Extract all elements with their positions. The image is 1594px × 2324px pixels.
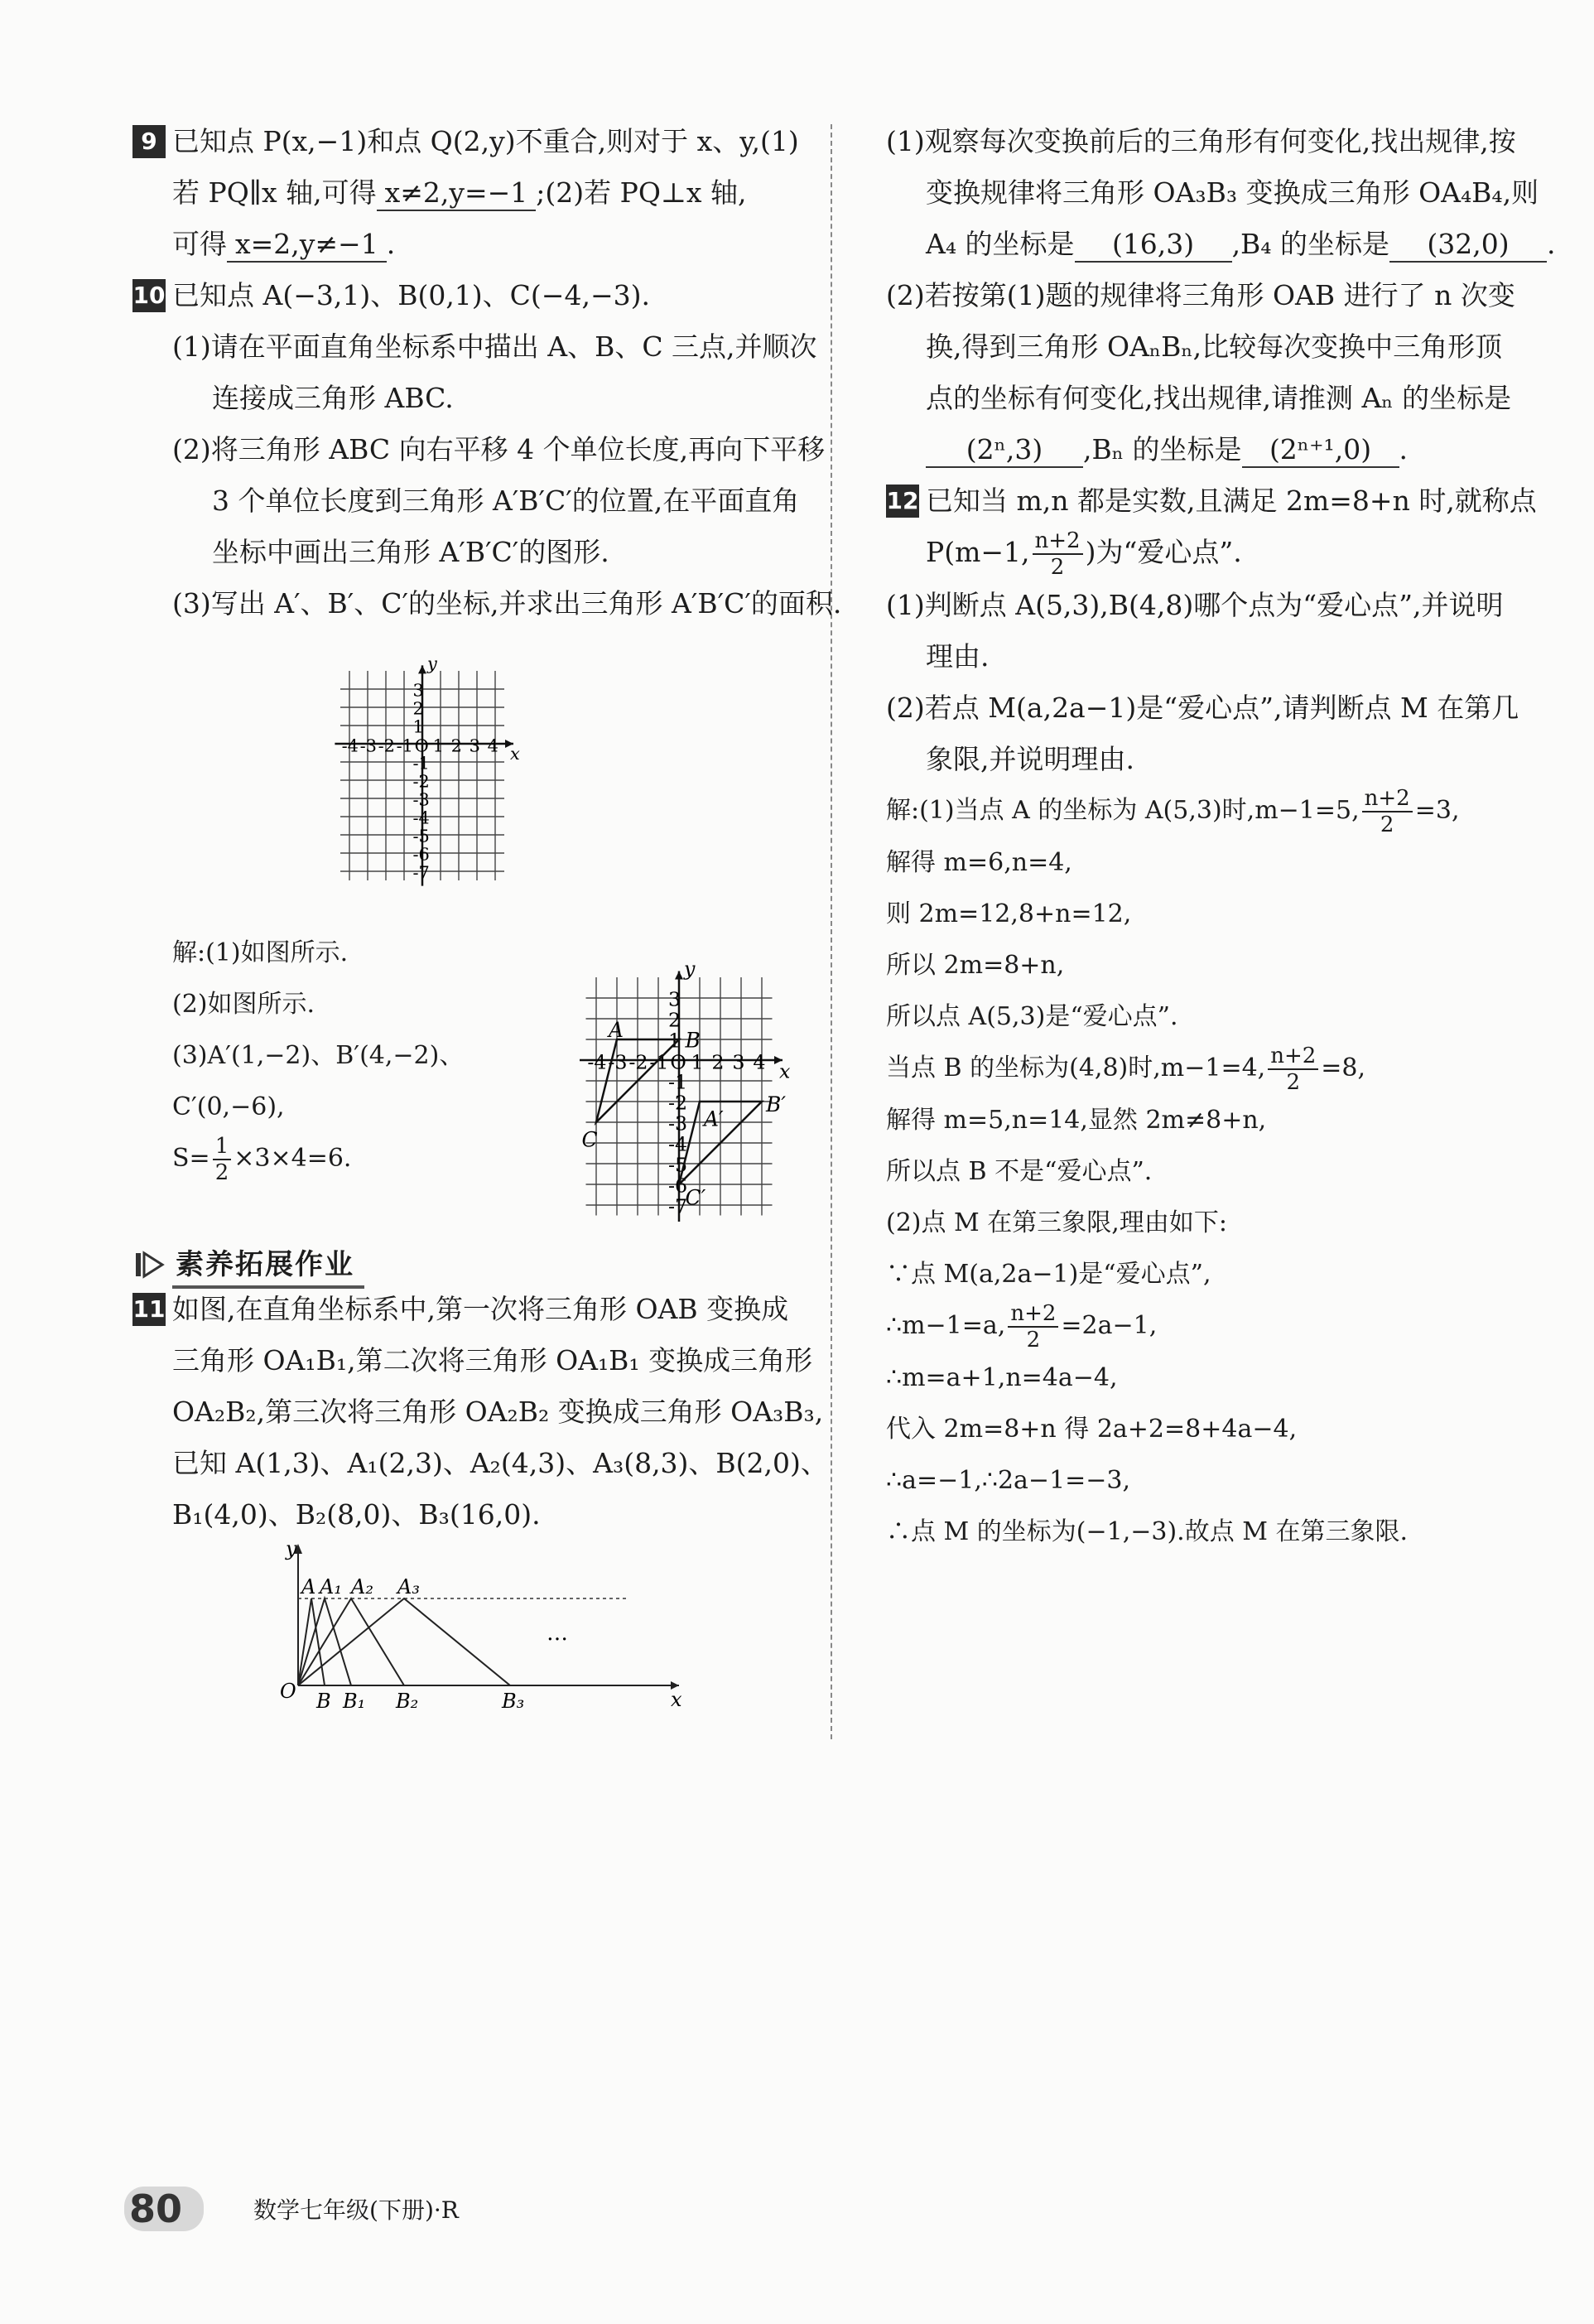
question-text: . bbox=[1547, 228, 1556, 260]
y-tick-label: 3 bbox=[412, 680, 424, 701]
question-part: (1)请在平面直角坐标系中描出 A、B、C 三点,并顺次 bbox=[172, 330, 817, 363]
question-text: 已知当 m,n 都是实数,且满足 2m=8+n 时,就称点 bbox=[926, 485, 1537, 517]
question-number: 9 bbox=[132, 125, 166, 158]
denominator: 2 bbox=[1286, 1070, 1301, 1095]
right-column bbox=[886, 116, 1556, 1558]
solution-line: =2a−1, bbox=[1061, 1311, 1158, 1340]
y-tick-label: -5 bbox=[667, 1153, 688, 1177]
question-text: 若 PQ∥x 轴,可得 bbox=[172, 176, 377, 209]
question-part: 理由. bbox=[926, 640, 990, 673]
y-tick-label: -1 bbox=[412, 753, 430, 774]
question-text: ,B₄ 的坐标是 bbox=[1231, 228, 1390, 260]
answer-blank: (16,3) bbox=[1075, 228, 1232, 263]
x-tick-label: -2 bbox=[378, 735, 395, 756]
x-tick-label: -3 bbox=[359, 735, 377, 756]
fraction bbox=[213, 1134, 232, 1185]
question-text: 已知 A(1,3)、A₁(2,3)、A₂(4,3)、A₃(8,3)、B(2,0)、 bbox=[172, 1447, 828, 1479]
denominator: 2 bbox=[214, 1160, 229, 1185]
question-part: 坐标中画出三角形 A′B′C′的图形. bbox=[212, 536, 609, 568]
question-text: 已知点 P(x,−1)和点 Q(2,y)不重合,则对于 x、y,(1) bbox=[172, 125, 799, 157]
x-tick-label: O bbox=[670, 1050, 686, 1074]
answer-blank: (32,0) bbox=[1389, 228, 1547, 263]
point-label: A′ bbox=[704, 1107, 724, 1131]
x-tick-label: 2 bbox=[450, 735, 462, 756]
y-tick-label: -4 bbox=[667, 1132, 688, 1156]
y-arrow bbox=[675, 972, 683, 980]
question-text: 已知点 A(−3,1)、B(0,1)、C(−4,−3). bbox=[172, 279, 650, 311]
y-axis-label: y bbox=[427, 653, 437, 673]
fraction bbox=[1033, 528, 1083, 580]
question-9 bbox=[132, 116, 820, 270]
solution-line: 所以点 A(5,3)是“爱心点”. bbox=[886, 1002, 1178, 1031]
section-header bbox=[132, 1240, 364, 1289]
fraction bbox=[1362, 786, 1413, 837]
solution-line: 解:(1)如图所示. bbox=[172, 938, 349, 967]
continuation-dots: … bbox=[547, 1621, 568, 1646]
question-part: 3 个单位长度到三角形 A′B′C′的位置,在平面直角 bbox=[212, 485, 800, 517]
solution-line: ∴m−1=a, bbox=[886, 1311, 1006, 1340]
solution-line: (2)点 M 在第三象限,理由如下: bbox=[886, 1208, 1227, 1237]
question-part: 象限,并说明理由. bbox=[926, 743, 1134, 775]
x-tick-label: -1 bbox=[396, 735, 413, 756]
x-tick-label: 1 bbox=[432, 735, 444, 756]
book-title: 数学七年级(下册)·R bbox=[253, 2196, 459, 2224]
denominator: 2 bbox=[1026, 1328, 1041, 1352]
y-tick-label: -7 bbox=[667, 1194, 688, 1218]
solution-line: 解得 m=6,n=4, bbox=[886, 848, 1072, 877]
answer-blank: (2ⁿ⁺¹,0) bbox=[1242, 433, 1399, 468]
answer-blank: x≠2,y=−1 bbox=[377, 176, 537, 211]
solution-line: ∴a=−1,∴2a−1=−3, bbox=[886, 1466, 1131, 1495]
y-label: y bbox=[286, 1537, 297, 1560]
question-text: . bbox=[1399, 433, 1409, 465]
column-divider bbox=[831, 124, 832, 1739]
x-axis-label: x bbox=[779, 1059, 791, 1083]
y-tick-label: -5 bbox=[412, 826, 430, 846]
y-tick-label: -1 bbox=[667, 1070, 688, 1094]
label-b2: B₂ bbox=[396, 1690, 419, 1713]
question-part: (2)将三角形 ABC 向右平移 4 个单位长度,再向下平移 bbox=[172, 433, 826, 465]
question-11-parts bbox=[886, 116, 1556, 475]
question-11 bbox=[132, 1284, 828, 1540]
y-tick-label: -2 bbox=[412, 771, 430, 792]
solution-line: 则 2m=12,8+n=12, bbox=[886, 899, 1132, 928]
y-tick-label: -2 bbox=[667, 1091, 688, 1115]
question-number: 12 bbox=[886, 485, 919, 518]
solution-line: 当点 B 的坐标为(4,8)时,m−1=4, bbox=[886, 1054, 1266, 1082]
answer-blank: x=2,y≠−1 bbox=[227, 228, 387, 263]
point-label: C bbox=[581, 1127, 598, 1152]
y-tick-label: -6 bbox=[412, 844, 430, 865]
blank-coordinate-grid bbox=[315, 653, 538, 928]
section-title: 素养拓展作业 bbox=[172, 1240, 364, 1289]
solution-line: C′(0,−6), bbox=[172, 1092, 285, 1121]
point-label: A bbox=[609, 1018, 624, 1043]
question-part: (3)写出 A′、B′、C′的坐标,并求出三角形 A′B′C′的面积. bbox=[172, 587, 842, 620]
question-part: 连接成三角形 ABC. bbox=[212, 382, 454, 414]
question-part: 换,得到三角形 OAₙBₙ,比较每次变换中三角形顶 bbox=[926, 330, 1503, 363]
y-tick-label: -3 bbox=[412, 789, 430, 810]
x-tick-label: 3 bbox=[732, 1050, 745, 1074]
solution-line: ∴点 M 的坐标为(−1,−3).故点 M 在第三象限. bbox=[886, 1517, 1409, 1546]
question-number: 10 bbox=[132, 279, 166, 312]
question-text: 三角形 OA₁B₁,第二次将三角形 OA₁B₁ 变换成三角形 bbox=[172, 1344, 813, 1377]
answer-coordinate-grid bbox=[559, 957, 824, 1267]
solution-line: (3)A′(1,−2)、B′(4,−2)、 bbox=[172, 1041, 465, 1070]
question-part: (1)观察每次变换前后的三角形有何变化,找出规律,按 bbox=[886, 125, 1516, 157]
y-tick-label: -4 bbox=[412, 808, 430, 828]
solution-line: S= bbox=[172, 1144, 210, 1173]
fraction bbox=[1268, 1044, 1318, 1095]
y-tick-label: -6 bbox=[667, 1174, 688, 1198]
y-tick-label: 1 bbox=[667, 1029, 681, 1053]
solution-line: ×3×4=6. bbox=[234, 1144, 352, 1173]
numerator: n+2 bbox=[1008, 1301, 1058, 1328]
question-text: P(m−1, bbox=[926, 536, 1030, 568]
x-tick-label: 2 bbox=[711, 1050, 725, 1074]
denominator: 2 bbox=[1050, 555, 1065, 580]
x-tick-label: 3 bbox=[469, 735, 480, 756]
x-tick-label: O bbox=[414, 735, 429, 756]
point-label: B′ bbox=[766, 1092, 786, 1117]
y-tick-label: 2 bbox=[667, 1008, 681, 1032]
y-tick-label: 1 bbox=[412, 716, 424, 737]
label-a1: A₁ bbox=[320, 1575, 342, 1598]
x-tick-label: 1 bbox=[691, 1050, 704, 1074]
y-tick-label: 3 bbox=[667, 987, 681, 1011]
origin-label: O bbox=[280, 1680, 296, 1703]
answer-blank: (2ⁿ,3) bbox=[926, 433, 1083, 468]
y-tick-label: 2 bbox=[412, 698, 424, 719]
label-a3: A₃ bbox=[397, 1575, 420, 1598]
label-b3: B₃ bbox=[502, 1690, 525, 1713]
solution-line: =3, bbox=[1414, 796, 1460, 825]
numerator: n+2 bbox=[1362, 786, 1413, 812]
x-axis-label: x bbox=[510, 743, 520, 764]
x-tick-label: 4 bbox=[753, 1050, 766, 1074]
question-12 bbox=[886, 475, 1548, 1558]
x-tick-label: -1 bbox=[649, 1050, 669, 1074]
question-text: A₄ 的坐标是 bbox=[926, 228, 1075, 260]
question-10 bbox=[132, 270, 842, 629]
arrow-icon bbox=[132, 1248, 166, 1281]
label-b: B bbox=[316, 1690, 331, 1713]
solution-line: =8, bbox=[1321, 1054, 1366, 1082]
triangle-oa3b3 bbox=[298, 1598, 510, 1685]
q12-solution bbox=[886, 785, 1548, 1558]
question-text: ,Bₙ 的坐标是 bbox=[1083, 433, 1242, 465]
fraction bbox=[1008, 1301, 1058, 1352]
numerator: n+2 bbox=[1268, 1044, 1318, 1070]
x-tick-label: -4 bbox=[341, 735, 359, 756]
point-label: B bbox=[685, 1028, 701, 1053]
question-text: 如图,在直角坐标系中,第一次将三角形 OAB 变换成 bbox=[172, 1293, 789, 1325]
x-tick-label: -2 bbox=[628, 1050, 648, 1074]
y-axis-label: y bbox=[684, 957, 696, 981]
label-b1: B₁ bbox=[343, 1690, 366, 1713]
solution-line: ∵点 M(a,2a−1)是“爱心点”, bbox=[886, 1260, 1211, 1289]
solution-line: 解:(1)当点 A 的坐标为 A(5,3)时,m−1=5, bbox=[886, 796, 1360, 825]
page-number: 80 bbox=[124, 2187, 204, 2231]
x-label: x bbox=[671, 1688, 682, 1711]
page-footer bbox=[124, 2187, 459, 2231]
question-part: (2)若点 M(a,2a−1)是“爱心点”,请判断点 M 在第几 bbox=[886, 692, 1519, 724]
solution-line: 解得 m=5,n=14,显然 2m≠8+n, bbox=[886, 1106, 1267, 1135]
solution-line: 所以 2m=8+n, bbox=[886, 951, 1065, 980]
solution-line: 代入 2m=8+n 得 2a+2=8+4a−4, bbox=[886, 1415, 1298, 1444]
question-text: B₁(4,0)、B₂(8,0)、B₃(16,0). bbox=[172, 1498, 541, 1531]
question-part: 变换规律将三角形 OA₃B₃ 变换成三角形 OA₄B₄,则 bbox=[926, 176, 1539, 209]
question-part: (1)判断点 A(5,3),B(4,8)哪个点为“爱心点”,并说明 bbox=[886, 589, 1504, 621]
triangle-transform-figure bbox=[273, 1532, 687, 1714]
x-tick-label: 4 bbox=[487, 735, 498, 756]
question-text: )为“爱心点”. bbox=[1085, 536, 1242, 568]
y-arrow bbox=[418, 665, 426, 673]
question-text: OA₂B₂,第三次将三角形 OA₂B₂ 变换成三角形 OA₃B₃, bbox=[172, 1396, 824, 1428]
left-column bbox=[132, 116, 842, 1713]
denominator: 2 bbox=[1380, 812, 1394, 837]
y-tick-label: -7 bbox=[412, 862, 430, 883]
solution-line: 所以点 B 不是“爱心点”. bbox=[886, 1157, 1153, 1186]
label-a: A bbox=[301, 1575, 316, 1598]
solution-line: ∴m=a+1,n=4a−4, bbox=[886, 1363, 1118, 1392]
question-part: 点的坐标有何变化,找出规律,请推测 Aₙ 的坐标是 bbox=[926, 382, 1512, 414]
question-text: ;(2)若 PQ⊥x 轴, bbox=[536, 176, 747, 209]
question-part: (2)若按第(1)题的规律将三角形 OAB 进行了 n 次变 bbox=[886, 279, 1515, 311]
y-tick-label: -3 bbox=[667, 1111, 688, 1135]
question-number: 11 bbox=[132, 1293, 166, 1326]
x-tick-label: -4 bbox=[587, 1050, 607, 1074]
point-label: C′ bbox=[685, 1185, 706, 1210]
label-a2: A₂ bbox=[351, 1575, 373, 1598]
solution-line: (2)如图所示. bbox=[172, 990, 315, 1019]
x-tick-label: -3 bbox=[608, 1050, 628, 1074]
numerator: 1 bbox=[213, 1134, 232, 1160]
question-text: . bbox=[386, 228, 396, 260]
numerator: n+2 bbox=[1033, 528, 1083, 555]
question-text: 可得 bbox=[172, 228, 227, 260]
